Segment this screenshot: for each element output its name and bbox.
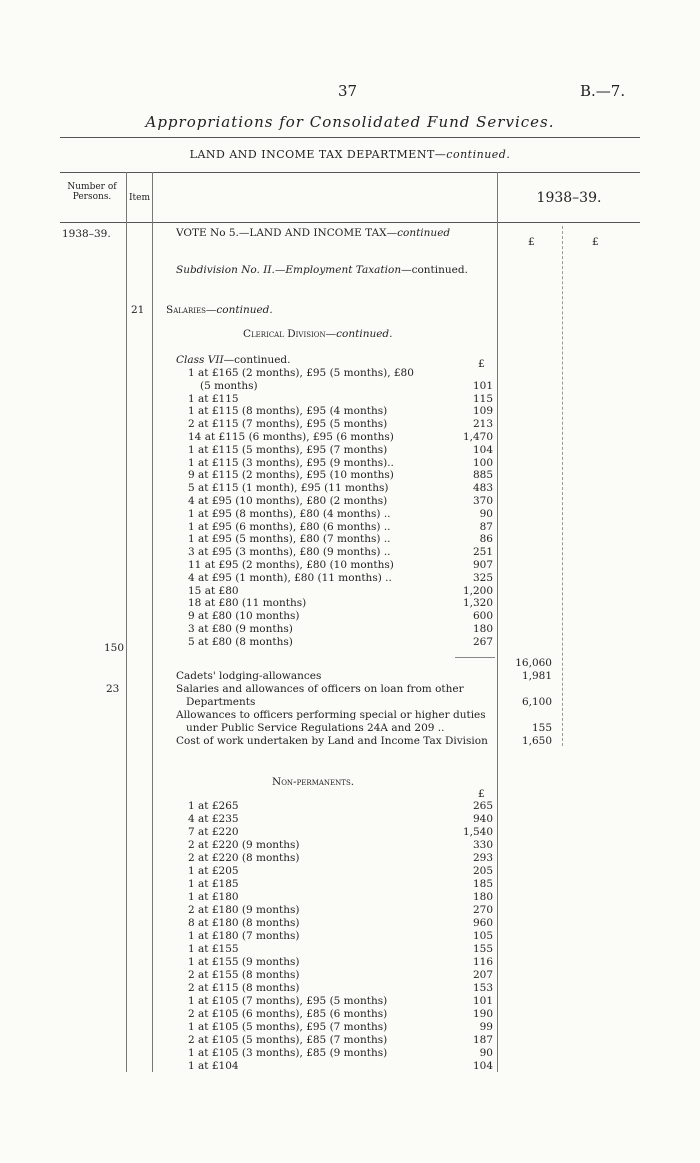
class-vii-label: 5 at £80 (8 months) <box>188 635 293 648</box>
subdivision-heading <box>176 264 468 276</box>
non-permanent-label: 2 at £220 (9 months) <box>188 839 300 851</box>
class-vii-row <box>188 610 493 623</box>
non-permanent-label: 2 at £115 (8 months) <box>188 982 300 994</box>
class-vii-amount: 267 <box>472 635 493 648</box>
salaries-heading <box>166 304 273 316</box>
non-permanent-row <box>188 956 493 969</box>
non-permanent-label: 2 at £220 (8 months) <box>188 852 300 864</box>
non-permanent-amount: 101 <box>472 995 493 1007</box>
class-vii-amount: 115 <box>472 392 493 405</box>
class-vii-amount: 101 <box>472 379 493 392</box>
class-vii-row <box>188 380 493 393</box>
class-vii-row <box>188 495 493 508</box>
non-permanent-label: 1 at £105 (7 months), £95 (5 months) <box>188 995 388 1007</box>
non-permanent-amount: 155 <box>472 943 493 955</box>
allowances-label-line2: under Public Service Regulations 24A and 209 .. <box>186 722 445 734</box>
non-permanent-label: 4 at £235 <box>188 813 239 825</box>
vote-heading <box>176 227 450 239</box>
non-permanent-row <box>188 1060 493 1073</box>
clerical-division-heading <box>243 328 393 340</box>
class-vii-row <box>188 469 493 482</box>
non-permanent-row <box>188 917 493 930</box>
non-permanent-label: 2 at £105 (6 months), £85 (6 months) <box>188 1008 388 1020</box>
class-vii-amount: 180 <box>472 623 493 635</box>
document-code: B.—7. <box>580 82 626 100</box>
class-vii-amount: 100 <box>472 456 493 469</box>
class-vii-label: 9 at £115 (2 months), £95 (10 months) <box>188 469 394 482</box>
non-permanent-label: 1 at £265 <box>188 800 239 812</box>
non-permanent-label: 1 at £180 (7 months) <box>188 930 300 942</box>
class-vii-label: 1 at £95 (8 months), £80 (4 months) .. <box>188 507 391 520</box>
department-suffix: —continued. <box>434 148 511 161</box>
non-permanent-row <box>188 930 493 943</box>
class-vii-row <box>188 636 493 649</box>
class-vii-label: 9 at £80 (10 months) <box>188 610 300 623</box>
class-vii-amount: 109 <box>472 405 493 418</box>
non-permanent-label: 7 at £220 <box>188 826 239 838</box>
non-permanent-amount: 270 <box>472 904 493 916</box>
non-permanent-amount: 960 <box>472 917 493 929</box>
non-permanent-label: 2 at £155 (8 months) <box>188 969 300 981</box>
vote-title: VOTE No 5.—LAND AND INCOME TAX <box>176 227 387 239</box>
class-suffix: —continued. <box>223 354 291 366</box>
non-permanent-amount: 104 <box>472 1060 493 1072</box>
loan-label-line1: Salaries and allowances of officers on loan from other <box>176 683 464 695</box>
class-vii-label: 15 at £80 <box>188 584 239 597</box>
class-vii-row <box>188 623 493 636</box>
class-vii-amount: 325 <box>472 571 493 584</box>
class-vii-label: 1 at £115 (3 months), £95 (9 months).. <box>188 456 394 469</box>
non-permanent-row <box>188 1008 493 1021</box>
class-vii-row <box>188 393 493 406</box>
non-permanent-row <box>188 1021 493 1034</box>
persons-column-header: Number of Persons. <box>67 182 117 202</box>
non-permanent-amount: 90 <box>479 1047 493 1059</box>
class-vii-row <box>188 508 493 521</box>
non-permanent-label: 1 at £185 <box>188 878 239 890</box>
item-column-divider <box>152 172 153 1072</box>
class-vii-amount: 104 <box>472 443 493 456</box>
item-number-21: 21 <box>131 304 145 316</box>
non-permanent-amount: 293 <box>472 852 493 864</box>
class-vii-label: 1 at £95 (5 months), £80 (7 months) .. <box>188 533 391 546</box>
pound-sign-2: £ <box>592 236 599 248</box>
class-label: Class VII <box>176 354 224 366</box>
class-vii-amount: 600 <box>472 610 493 623</box>
class-vii-row <box>188 585 493 598</box>
pound-sign-1: £ <box>528 236 535 248</box>
class-vii-label: 11 at £95 (2 months), £80 (10 months) <box>188 559 394 571</box>
non-permanent-row <box>188 904 493 917</box>
non-permanent-row <box>188 813 493 826</box>
table-top-rule <box>60 172 640 173</box>
class-vii-amount: 1,470 <box>462 431 493 443</box>
class-pound-sign: £ <box>478 358 485 370</box>
item-column-header: Item <box>128 193 151 203</box>
class-vii-total: 16,060 <box>515 657 552 669</box>
class-vii-row <box>188 559 493 572</box>
class-vii-amount: 90 <box>479 507 493 520</box>
persons-count-150: 150 <box>104 642 125 654</box>
non-permanent-label: 1 at £104 <box>188 1060 239 1072</box>
non-permanent-row <box>188 826 493 839</box>
clerical-label: Clerical Division <box>243 328 326 340</box>
class-vii-amount: 86 <box>479 533 493 546</box>
persons-count-23: 23 <box>106 683 120 695</box>
non-permanent-amount: 180 <box>472 891 493 903</box>
non-permanent-amount: 940 <box>472 813 493 825</box>
page-number: 37 <box>338 82 358 100</box>
non-permanent-amount: 265 <box>472 800 493 812</box>
class-vii-label: 1 at £115 <box>188 392 239 405</box>
non-permanent-row <box>188 982 493 995</box>
class-vii-row <box>188 521 493 534</box>
class-vii-row <box>188 405 493 418</box>
non-permanent-amount: 205 <box>472 865 493 877</box>
class-vii-label: 4 at £95 (10 months), £80 (2 months) <box>188 495 388 507</box>
non-permanent-row <box>188 852 493 865</box>
cost-of-work-label: Cost of work undertaken by Land and Income Tax Division <box>176 735 488 747</box>
non-permanents-heading: Non-permanents. <box>272 776 355 788</box>
subdivision-title: Subdivision No. II.—Employment Taxation <box>176 264 402 276</box>
class-vii-label: 18 at £80 (11 months) <box>188 597 307 610</box>
allowances-label-line1: Allowances to officers performing special or higher duties <box>176 709 486 721</box>
class-vii-label: 5 at £115 (1 month), £95 (11 months) <box>188 482 389 495</box>
year-subcolumn-divider <box>562 226 563 746</box>
non-permanent-amount: 99 <box>479 1021 493 1033</box>
non-permanent-amount: 153 <box>472 982 493 994</box>
class-vii-row <box>188 444 493 457</box>
cost-of-work-amount: 1,650 <box>521 735 552 747</box>
class-vii-label: 1 at £115 (8 months), £95 (4 months) <box>188 405 388 418</box>
class-vii-amount: 213 <box>472 418 493 431</box>
class-vii-label: 1 at £165 (2 months), £95 (5 months), £80 <box>188 367 414 379</box>
allowances-amount: 155 <box>531 722 552 734</box>
class-vii-label: 2 at £115 (7 months), £95 (5 months) <box>188 418 388 431</box>
persons-year: 1938–39. <box>62 228 111 240</box>
class-vii-amount: 907 <box>472 559 493 571</box>
class-vii-amount: 1,200 <box>462 584 493 597</box>
non-permanent-label: 1 at £155 (9 months) <box>188 956 300 968</box>
non-permanent-label: 1 at £155 <box>188 943 239 955</box>
table-header-rule <box>60 222 640 223</box>
class-vii-row <box>188 546 493 559</box>
non-permanent-amount: 116 <box>472 956 493 968</box>
non-permanent-row <box>188 1034 493 1047</box>
non-permanent-row <box>188 943 493 956</box>
department-name: LAND AND INCOME TAX DEPARTMENT <box>189 148 435 161</box>
class-heading <box>176 354 291 366</box>
class-vii-amount: 251 <box>472 546 493 559</box>
page-title: Appropriations for Consolidated Fund Services. <box>145 113 555 131</box>
class-vii-label: 3 at £80 (9 months) <box>188 623 293 635</box>
non-permanent-label: 1 at £205 <box>188 865 239 877</box>
non-permanent-row <box>188 800 493 813</box>
non-permanent-amount: 1,540 <box>462 826 493 838</box>
non-permanent-label: 1 at £105 (3 months), £85 (9 months) <box>188 1047 388 1059</box>
subtotal-rule <box>455 657 495 658</box>
non-permanent-row <box>188 969 493 982</box>
class-vii-label: 3 at £95 (3 months), £80 (9 months) .. <box>188 546 391 559</box>
non-permanent-row <box>188 995 493 1008</box>
salaries-label: Salaries <box>166 304 206 316</box>
class-vii-row <box>188 367 493 380</box>
non-permanent-amount: 185 <box>472 878 493 890</box>
non-permanent-row <box>188 1047 493 1060</box>
non-permanent-row <box>188 891 493 904</box>
non-permanent-amount: 330 <box>472 839 493 851</box>
loan-label-line2: Departments <box>186 696 256 708</box>
class-vii-row <box>188 572 493 585</box>
non-permanent-row <box>188 839 493 852</box>
class-vii-row <box>188 597 493 610</box>
loan-amount: 6,100 <box>521 696 552 708</box>
non-permanent-label: 2 at £105 (5 months), £85 (7 months) <box>188 1034 388 1046</box>
non-permanent-label: 2 at £180 (9 months) <box>188 904 300 916</box>
non-permanents-pound-sign: £ <box>478 788 485 800</box>
persons-column-divider <box>126 172 127 1072</box>
non-permanent-row <box>188 878 493 891</box>
class-vii-label: 1 at £95 (6 months), £80 (6 months) .. <box>188 520 391 533</box>
class-vii-amount: 483 <box>472 482 493 495</box>
non-permanent-label: 1 at £105 (5 months), £95 (7 months) <box>188 1021 388 1033</box>
year-column-header: 1938–39. <box>536 190 602 206</box>
class-vii-amount: 87 <box>479 520 493 533</box>
non-permanent-row <box>188 865 493 878</box>
class-vii-label: 14 at £115 (6 months), £95 (6 months) <box>188 431 394 443</box>
cadets-label: Cadets' lodging-allowances <box>176 670 322 682</box>
subdivision-suffix: —continued. <box>401 264 468 276</box>
class-vii-row <box>188 431 493 444</box>
class-vii-amount: 885 <box>472 469 493 482</box>
amount-column-divider <box>497 172 498 1072</box>
non-permanent-label: 1 at £180 <box>188 891 239 903</box>
class-vii-row <box>188 457 493 470</box>
vote-suffix: —continued <box>386 227 451 239</box>
non-permanent-amount: 207 <box>472 969 493 981</box>
class-vii-label: 4 at £95 (1 month), £80 (11 months) .. <box>188 571 392 584</box>
non-permanent-amount: 187 <box>472 1034 493 1046</box>
non-permanent-label: 8 at £180 (8 months) <box>188 917 300 929</box>
title-rule <box>60 137 640 138</box>
cadets-amount: 1,981 <box>521 670 552 682</box>
non-permanent-amount: 190 <box>472 1008 493 1020</box>
class-vii-amount: 370 <box>472 495 493 507</box>
clerical-suffix: —continued. <box>325 328 393 340</box>
class-vii-label: 1 at £115 (5 months), £95 (7 months) <box>188 443 388 456</box>
salaries-suffix: —continued. <box>205 304 273 316</box>
department-heading <box>0 148 700 161</box>
class-vii-row <box>188 533 493 546</box>
class-vii-row <box>188 482 493 495</box>
class-vii-amount: 1,320 <box>462 597 493 610</box>
class-vii-row <box>188 418 493 431</box>
non-permanent-amount: 105 <box>472 930 493 942</box>
class-vii-label: (5 months) <box>200 379 258 392</box>
